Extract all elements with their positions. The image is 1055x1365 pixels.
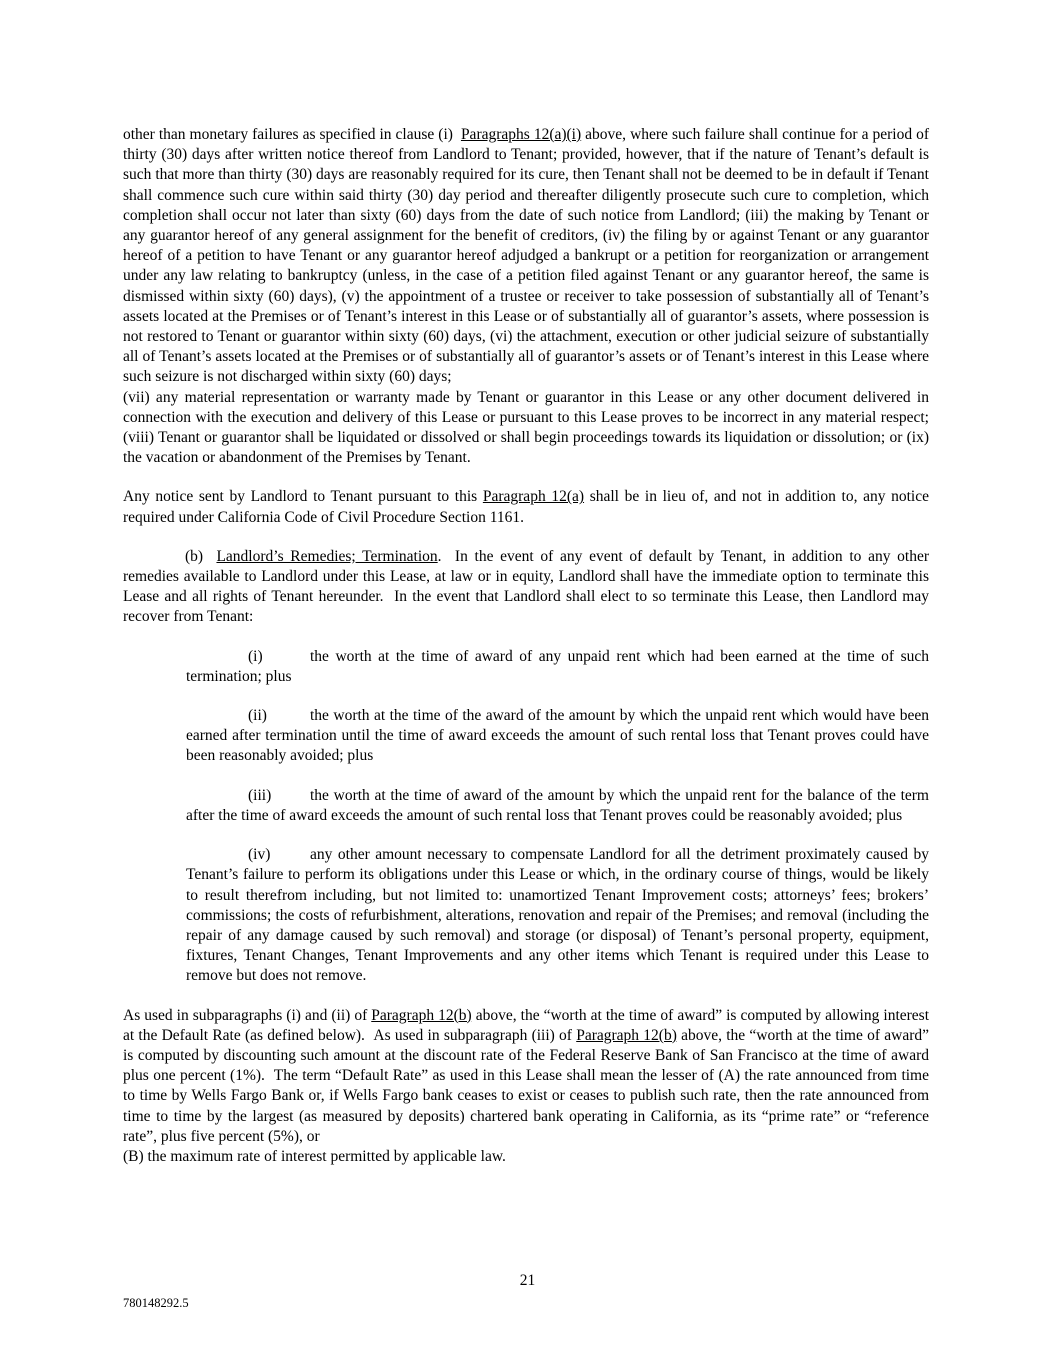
list-number: (iii) — [248, 786, 272, 804]
text-run: (b) — [185, 547, 217, 565]
text-run: other than monetary failures as specified in clause (i) — [123, 126, 461, 143]
paragraph-worth-at-time-of-award — [123, 1006, 929, 1168]
paragraph-landlords-remedies-termination — [123, 547, 929, 628]
underlined-reference: Paragraphs 12(a)(i) — [460, 126, 582, 143]
text-run: . In the event of any event of default by Tenant, in addition to any other remedies available to Landlord under this Lease, at law or in equity, Landlord shall have the immediate option to terminate this Lease and all rights of Tenant hereunder. In the event that Landlord shall elect to so terminate this Lease, then Landlord may recover from Tenant: — [123, 547, 929, 626]
text-run: above, where such failure shall continue for a period of thirty (30) days after written notice thereof from Landlord to Tenant; provided, however, that if the nature of Tenant’s default is such that more than thirty (30) days are reasonably required for its cure, then Tenant shall not be deemed to be in default if Tenant shall commence such cure within said thirty (30) day period and thereafter diligently prosecute such cure to completion, which completion shall occur not later than sixty (60) days from the date of such notice from Landlord; (iii) the making by Tenant or any guarantor hereof of any general assignment for the benefit of creditors, (iv) the filing by or against Tenant or any guarantor hereof of a petition to have Tenant or any guarantor hereof adjudged a bankrupt or a petition for reorganization or arrangement under any law relating to bankruptcy (unless, in the case of a petition filed against Tenant or any guarantor hereof, the same is dismissed within sixty (60) days), (v) the appointment of a trustee or receiver to take possession of substantially all of Tenant’s assets located at the Premises or of Tenant’s interest in this Lease or of substantially all of guarantor’s assets, where possession is not restored to Tenant or guarantor within sixty (60) days, (vi) the attachment, execution or other judicial seizure of substantially all of Tenant’s assets located at the Premises or of substantially all of guarantor’s assets or of Tenant’s interest in this Lease where such seizure is not discharged within sixty (60) days; — [123, 126, 929, 386]
underlined-reference: Landlord’s Remedies; Termination — [216, 547, 438, 565]
list-item-iii — [186, 786, 929, 826]
text-run: the worth at the time of award of any unpaid rent which had been earned at the time of such termination; plus — [186, 647, 929, 685]
text-run: (B) the maximum rate of interest permitted by applicable law. — [123, 1147, 506, 1165]
text-run: the worth at the time of award of the amount by which the unpaid rent for the balance of the term after the time of award exceeds the amount of such rental loss that Tenant proves could be reasonably avoided; plus — [186, 786, 929, 824]
list-item-ii — [186, 706, 929, 767]
paragraph-default-events-continuation — [123, 125, 929, 468]
text-run: shall be in lieu of, and not in addition to, any notice required under California Code of Civil Procedure Section 1161. — [123, 488, 929, 526]
text-run: As used in subparagraphs (i) and (ii) of — [123, 1006, 372, 1024]
text-run: (vii) any material representation or warranty made by Tenant or guarantor in this Lease or any other document delivered in connection with the execution and delivery of this Lease or pursuant to this Lease proves to be incorrect in any material respect; (viii) Tenant or guarantor shall be liquidated or dissolved or shall begin proceedings towards its liquidation or dissolution; or (ix) the vacation or abandonment of the Premises by Tenant. — [123, 388, 929, 467]
document-body — [123, 125, 929, 1186]
page-number: 21 — [519, 1272, 536, 1289]
list-item-iv — [186, 845, 929, 986]
text-run: any other amount necessary to compensate Landlord for all the detriment proximately caused by Tenant’s failure to perform its obligations under this Lease or which, in the ordinary course of things, would be likely to result therefrom including, but not limited to: unamortized Tenant Improvement costs; attorneys’ fees; brokers’ commissions; the costs of refurbishment, alterations, renovation and repair of the Premises; and removal (including the repair of any damage caused by such removal) and storage (or disposal) of Tenant’s personal property, equipment, fixtures, Tenant Changes, Tenant Improvements and any other items which Tenant is required under this Lease to remove but does not remove. — [186, 846, 929, 985]
paragraph-notice-in-lieu — [123, 487, 929, 527]
text-run: Any notice sent by Landlord to Tenant pursuant to this — [123, 488, 483, 506]
underlined-reference: Paragraph 12(a) — [482, 488, 585, 506]
list-item-i — [186, 647, 929, 687]
text-run: the worth at the time of the award of the amount by which the unpaid rent which would have been earned after termination until the time of award exceeds the amount of such rental loss that Tenant proves could have been reasonably avoided; plus — [186, 707, 929, 765]
text-run: above, the “worth at the time of award” is computed by discounting such amount at the discount rate of the Federal Reserve Bank of San Francisco at the time of award plus one percent (1%). The term “Default Rate” as used in this Lease shall mean the lesser of (A) the rate announced from time to time by Wells Fargo Bank or, if Wells Fargo bank ceases to exist or ceases to publish such rate, then the rate announced from time to time by the largest (as measured by deposits) chartered bank operating in California, as its “prime rate” or “reference rate”, plus five percent (5%), or — [123, 1026, 930, 1145]
underlined-reference: Paragraph 12(b) — [371, 1006, 472, 1024]
document-id-footer: 780148292.5 — [123, 1296, 189, 1310]
list-number: (ii) — [248, 707, 267, 725]
underlined-reference: Paragraph 12(b) — [576, 1026, 677, 1044]
list-number: (iv) — [248, 846, 271, 864]
text-run: above, the “worth at the time of award” is computed by allowing interest at the Default Rate (as defined below). As used in subparagraph (iii) of — [123, 1006, 930, 1044]
list-number: (i) — [248, 647, 263, 665]
